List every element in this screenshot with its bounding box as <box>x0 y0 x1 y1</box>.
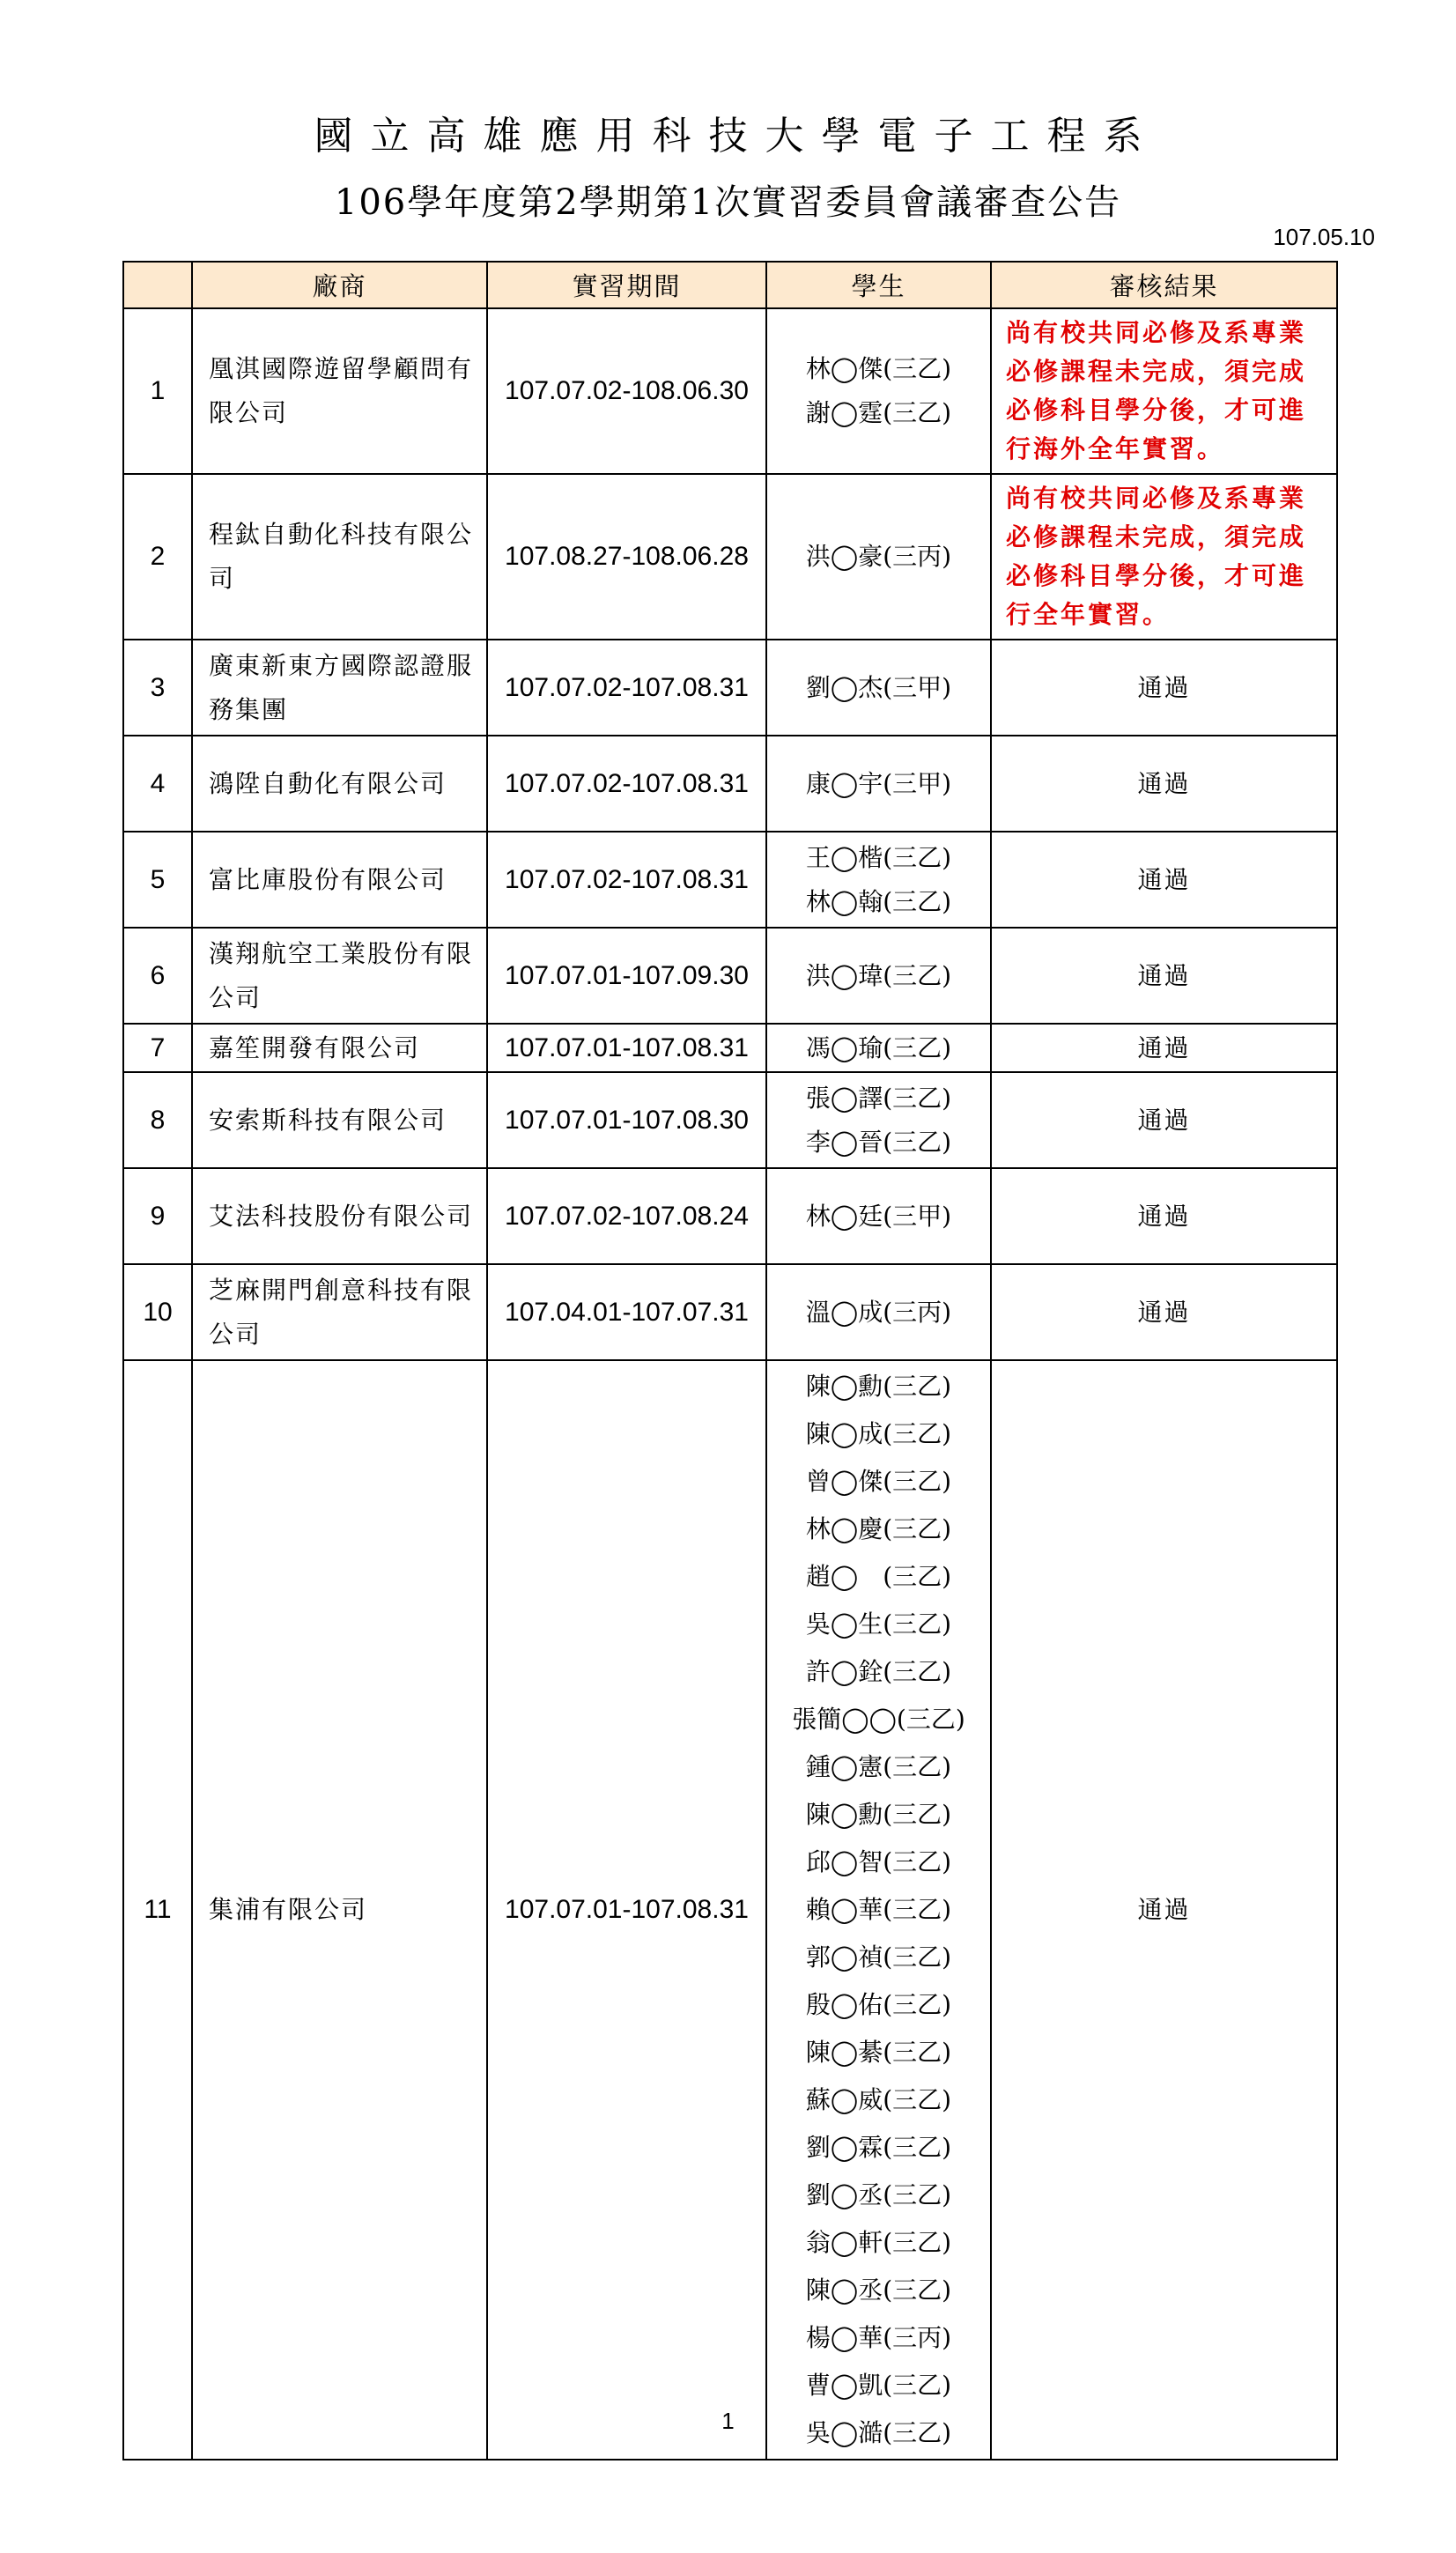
table-row <box>123 1360 1337 2460</box>
row-number: 5 <box>123 832 192 928</box>
student-entry: 陳◯勳(三乙) <box>805 1372 952 1401</box>
internship-period: 107.08.27-108.06.28 <box>487 474 766 640</box>
student-entry: 許◯銓(三乙) <box>805 1657 952 1686</box>
internship-period: 107.07.02-107.08.24 <box>487 1168 766 1264</box>
internship-period: 107.04.01-107.07.31 <box>487 1264 766 1360</box>
row-number: 10 <box>123 1264 192 1360</box>
student-entry: 賴◯華(三乙) <box>805 1895 952 1924</box>
student-entry: 李◯晉(三乙) <box>805 1127 952 1157</box>
student-entry: 張◯譯(三乙) <box>805 1083 952 1113</box>
review-result: 通過 <box>991 1360 1337 2460</box>
table-row <box>123 832 1337 928</box>
student-list <box>766 1072 991 1168</box>
row-number: 1 <box>123 308 192 474</box>
internship-period: 107.07.02-107.08.31 <box>487 736 766 832</box>
internship-period: 107.07.02-108.06.30 <box>487 308 766 474</box>
student-entry: 林◯廷(三甲) <box>805 1201 952 1231</box>
internship-period: 107.07.01-107.08.31 <box>487 1360 766 2460</box>
student-entry: 吳◯澔(三乙) <box>805 2418 952 2447</box>
internship-period: 107.07.01-107.09.30 <box>487 928 766 1024</box>
internship-period: 107.07.02-107.08.31 <box>487 832 766 928</box>
student-entry: 洪◯瑋(三乙) <box>805 960 952 990</box>
internship-period: 107.07.01-107.08.30 <box>487 1072 766 1168</box>
review-result: 通過 <box>991 928 1337 1024</box>
page-number: 1 <box>721 2408 735 2434</box>
table-row <box>123 308 1337 474</box>
table-row <box>123 736 1337 832</box>
student-entry: 曹◯凱(三乙) <box>805 2371 952 2400</box>
row-number: 9 <box>123 1168 192 1264</box>
student-list <box>766 1024 991 1072</box>
student-entry: 林◯傑(三乙) <box>805 354 952 383</box>
student-entry: 洪◯豪(三丙) <box>805 542 952 571</box>
student-entry: 馮◯瑜(三乙) <box>805 1032 952 1062</box>
student-entry: 殷◯佑(三乙) <box>805 1990 952 2019</box>
row-number: 11 <box>123 1360 192 2460</box>
student-list <box>766 1168 991 1264</box>
review-result: 通過 <box>991 1168 1337 1264</box>
column-header-period: 實習期間 <box>487 262 766 308</box>
vendor-name: 安索斯科技有限公司 <box>192 1072 487 1168</box>
table-row <box>123 1168 1337 1264</box>
student-entry: 劉◯丞(三乙) <box>805 2180 952 2209</box>
table-row <box>123 1264 1337 1360</box>
column-header-result: 審核結果 <box>991 262 1337 308</box>
vendor-name: 集浦有限公司 <box>192 1360 487 2460</box>
student-entry: 鍾◯憲(三乙) <box>805 1752 952 1781</box>
review-result: 尚有校共同必修及系專業必修課程未完成，須完成必修科目學分後，才可進行全年實習。 <box>991 474 1337 640</box>
row-number: 6 <box>123 928 192 1024</box>
student-entry: 陳◯綦(三乙) <box>805 2038 952 2067</box>
student-entry: 林◯慶(三乙) <box>805 1514 952 1543</box>
vendor-name: 芝麻開門創意科技有限公司 <box>192 1264 487 1360</box>
document-title: 國立高雄應用科技大學電子工程系 <box>314 114 1160 159</box>
student-list <box>766 1360 991 2460</box>
review-result: 通過 <box>991 736 1337 832</box>
student-list <box>766 1264 991 1360</box>
student-entry: 劉◯杰(三甲) <box>805 672 952 702</box>
student-entry: 楊◯華(三丙) <box>805 2323 952 2352</box>
student-entry: 郭◯禎(三乙) <box>805 1942 952 1972</box>
student-entry: 趙◯ (三乙) <box>805 1562 952 1591</box>
column-header-students: 學生 <box>766 262 991 308</box>
column-header-number <box>123 262 192 308</box>
student-list <box>766 308 991 474</box>
table-header-row <box>123 262 1337 308</box>
student-entry: 林◯翰(三乙) <box>805 886 952 916</box>
student-entry: 劉◯霖(三乙) <box>805 2133 952 2162</box>
review-result: 尚有校共同必修及系專業必修課程未完成，須完成必修科目學分後，才可進行海外全年實習。 <box>991 308 1337 474</box>
student-list <box>766 832 991 928</box>
document-subtitle: 106學年度第2學期第1次實習委員會議審查公告 <box>334 182 1122 223</box>
student-entry: 蘇◯威(三乙) <box>805 2085 952 2114</box>
vendor-name: 鴻陞自動化有限公司 <box>192 736 487 832</box>
table-body <box>123 308 1337 2460</box>
student-entry: 張簡◯◯(三乙) <box>792 1705 965 1734</box>
review-result: 通過 <box>991 640 1337 736</box>
table-row <box>123 928 1337 1024</box>
student-entry: 陳◯丞(三乙) <box>805 2276 952 2305</box>
row-number: 4 <box>123 736 192 832</box>
student-entry: 曾◯傑(三乙) <box>805 1467 952 1496</box>
student-entry: 翁◯軒(三乙) <box>805 2228 952 2257</box>
vendor-name: 富比庫股份有限公司 <box>192 832 487 928</box>
student-entry: 陳◯勳(三乙) <box>805 1800 952 1829</box>
table-row <box>123 474 1337 640</box>
row-number: 7 <box>123 1024 192 1072</box>
student-entry: 陳◯成(三乙) <box>805 1419 952 1448</box>
student-list <box>766 736 991 832</box>
student-entry: 康◯宇(三甲) <box>805 768 952 798</box>
student-entry: 王◯楷(三乙) <box>805 842 952 872</box>
student-entry: 溫◯成(三丙) <box>805 1297 952 1327</box>
review-result: 通過 <box>991 832 1337 928</box>
column-header-vendor: 廠商 <box>192 262 487 308</box>
review-result: 通過 <box>991 1264 1337 1360</box>
vendor-name: 漢翔航空工業股份有限公司 <box>192 928 487 1024</box>
student-entry: 謝◯霆(三乙) <box>805 398 952 427</box>
vendor-name: 程鈦自動化科技有限公司 <box>192 474 487 640</box>
internship-period: 107.07.01-107.08.31 <box>487 1024 766 1072</box>
table-row <box>123 640 1337 736</box>
vendor-name: 艾法科技股份有限公司 <box>192 1168 487 1264</box>
student-entry: 邱◯智(三乙) <box>805 1847 952 1876</box>
row-number: 3 <box>123 640 192 736</box>
row-number: 2 <box>123 474 192 640</box>
table-row <box>123 1072 1337 1168</box>
student-list <box>766 474 991 640</box>
review-result: 通過 <box>991 1024 1337 1072</box>
row-number: 8 <box>123 1072 192 1168</box>
student-list <box>766 928 991 1024</box>
vendor-name: 嘉笙開發有限公司 <box>192 1024 487 1072</box>
internship-period: 107.07.02-107.08.31 <box>487 640 766 736</box>
student-entry: 吳◯生(三乙) <box>805 1610 952 1639</box>
internship-review-table <box>122 261 1338 2460</box>
announcement-date: 107.05.10 <box>1273 224 1375 250</box>
student-list <box>766 640 991 736</box>
review-result: 通過 <box>991 1072 1337 1168</box>
table-row <box>123 1024 1337 1072</box>
vendor-name: 廣東新東方國際認證服務集團 <box>192 640 487 736</box>
vendor-name: 凰淇國際遊留學顧問有限公司 <box>192 308 487 474</box>
